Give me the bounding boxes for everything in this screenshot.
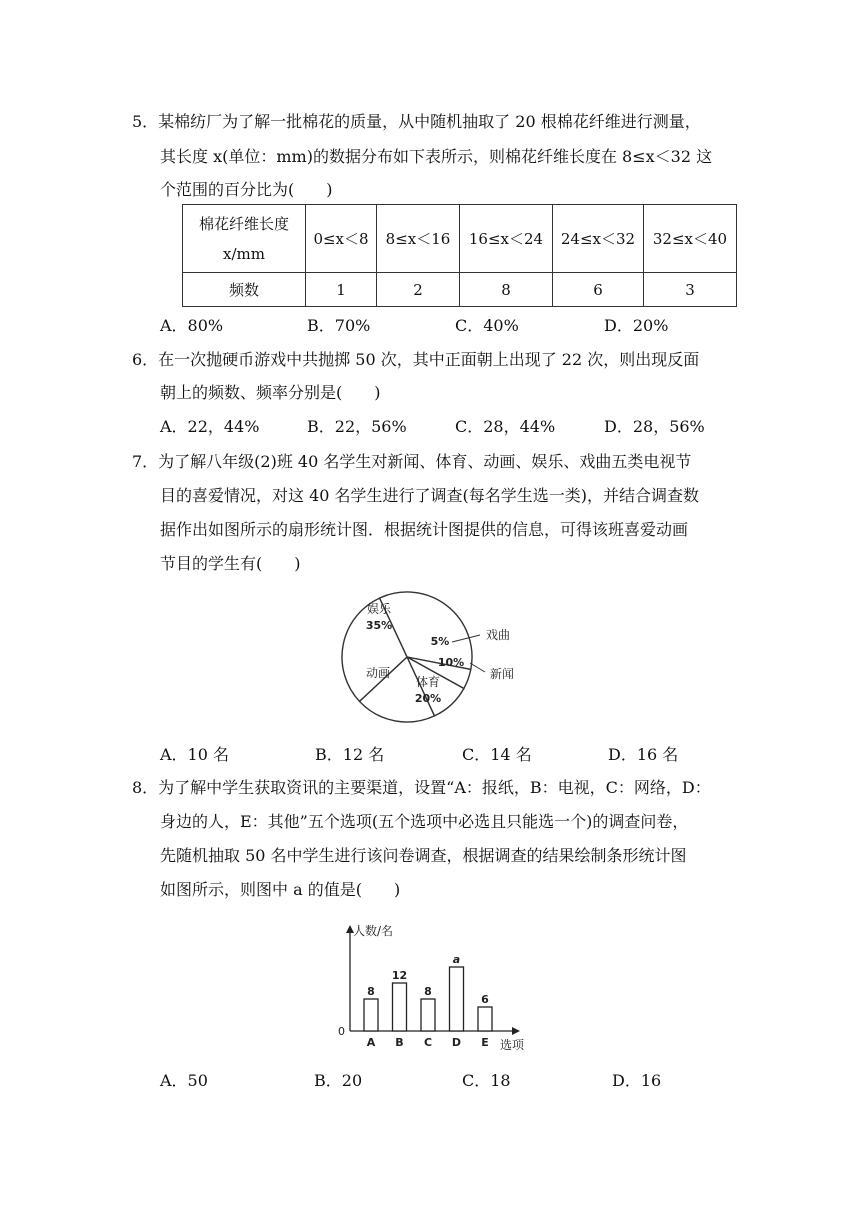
- q6-option-d: D．28，56%: [604, 417, 705, 436]
- pie-category-label: 新闻: [489, 667, 515, 681]
- y-axis-label: 人数/名: [353, 924, 394, 938]
- table-cell: 0≤x＜8: [306, 205, 377, 273]
- bar-value-label: 8: [424, 985, 432, 998]
- table-cell: 8≤x＜16: [377, 205, 460, 273]
- q8-option-b: B．20: [314, 1071, 363, 1090]
- bar-A: [364, 999, 378, 1031]
- pie-percent-label: 35%: [365, 619, 393, 632]
- q5-line-3: 个范围的百分比为( ): [160, 180, 333, 199]
- table-cell: 8: [460, 273, 553, 307]
- bar-C: [421, 999, 435, 1031]
- bar-value-label: 6: [481, 993, 489, 1006]
- pie-category-label: 戏曲: [485, 628, 511, 642]
- bar-chart: [330, 915, 540, 1060]
- x-tick-label: A: [366, 1036, 376, 1049]
- q7-line-4: 节目的学生有( ): [160, 554, 301, 573]
- table-cell: 24≤x＜32: [553, 205, 644, 273]
- q7-line-2: 目的喜爱情况，对这 40 名学生进行了调查(每名学生选一类)，并结合调查数: [160, 486, 700, 505]
- bar-E: [478, 1007, 492, 1031]
- table-header-cell: [183, 205, 306, 273]
- q8-option-a: A．50: [160, 1071, 208, 1090]
- q8-line-2: 身边的人，E：其他”五个选项(五个选项中必选且只能选一个)的调查问卷，: [160, 812, 689, 831]
- q6-option-a: A．22，44%: [160, 417, 260, 436]
- q6-option-b: B．22，56%: [307, 417, 407, 436]
- pie-leader-line: [470, 663, 485, 672]
- header-label-line-1: 棉花纤维长度: [198, 214, 289, 233]
- bar-value-label: a: [452, 953, 461, 966]
- bar-value-label: 12: [391, 969, 408, 982]
- x-tick-label: E: [481, 1036, 489, 1049]
- q7-line-1: 7．为了解八年级(2)班 40 名学生对新闻、体育、动画、娱乐、戏曲五类电视节: [132, 452, 692, 471]
- bar-value-label: 8: [367, 985, 375, 998]
- pie-category-label: 体育: [415, 675, 441, 689]
- x-axis-label: 选项: [500, 1038, 525, 1052]
- q8-option-c: C．18: [462, 1071, 511, 1090]
- table-row: [183, 273, 737, 307]
- q7-option-d: D．16 名: [608, 745, 679, 764]
- x-axis-arrow: [512, 1027, 520, 1035]
- q6-line-2: 朝上的频数、频率分别是( ): [160, 383, 381, 402]
- q7-line-3: 据作出如图所示的扇形统计图．根据统计图提供的信息，可得该班喜爱动画: [160, 520, 689, 539]
- q5-option-d: D．20%: [604, 316, 669, 335]
- table-cell: 3: [644, 273, 737, 307]
- table-row-label: 频数: [183, 273, 306, 307]
- q5-option-a: A．80%: [160, 316, 224, 335]
- bar-B: [393, 983, 407, 1031]
- table-row: [183, 205, 737, 273]
- pie-percent-label: 10%: [437, 656, 465, 669]
- table-cell: 6: [553, 273, 644, 307]
- x-tick-label: B: [395, 1036, 404, 1049]
- q5-option-b: B．70%: [307, 316, 371, 335]
- q6-option-c: C．28，44%: [455, 417, 556, 436]
- pie-category-label: 动画: [365, 666, 391, 680]
- bar-D: [450, 967, 464, 1031]
- pie-category-label: 娱乐: [366, 602, 392, 616]
- table-cell: 2: [377, 273, 460, 307]
- frequency-table: [182, 204, 737, 307]
- table-cell: 16≤x＜24: [460, 205, 553, 273]
- pie-percent-label: 20%: [414, 692, 442, 705]
- q7-option-b: B．12 名: [315, 745, 385, 764]
- pie-chart: [330, 585, 550, 735]
- q5-option-c: C．40%: [455, 316, 519, 335]
- q8-line-3: 先随机抽取 50 名中学生进行该问卷调查，根据调查的结果绘制条形统计图: [160, 846, 687, 865]
- pie-percent-label: 5%: [430, 635, 450, 648]
- x-tick-label: D: [451, 1036, 462, 1049]
- q7-option-c: C．14 名: [462, 745, 532, 764]
- table-cell: 32≤x＜40: [644, 205, 737, 273]
- q8-line-1: 8．为了解中学生获取资讯的主要渠道，设置“A：报纸，B：电视，C：网络，D：: [132, 778, 711, 797]
- q7-option-a: A．10 名: [160, 745, 230, 764]
- header-label-line-2: x/mm: [223, 244, 265, 263]
- q6-line-1: 6．在一次抛硬币游戏中共抛掷 50 次，其中正面朝上出现了 22 次，则出现反面: [132, 350, 700, 369]
- q8-option-d: D．16: [612, 1071, 662, 1090]
- q5-line-2: 其长度 x(单位：mm)的数据分布如下表所示，则棉花纤维长度在 8≤x＜32 这: [160, 147, 713, 166]
- origin-label: 0: [338, 1025, 345, 1038]
- x-tick-label: C: [423, 1036, 433, 1049]
- q5-line-1: 5．某棉纺厂为了解一批棉花的质量，从中随机抽取了 20 根棉花纤维进行测量，: [132, 112, 701, 131]
- q8-line-4: 如图所示，则图中 a 的值是( ): [160, 880, 401, 899]
- table-cell: 1: [306, 273, 377, 307]
